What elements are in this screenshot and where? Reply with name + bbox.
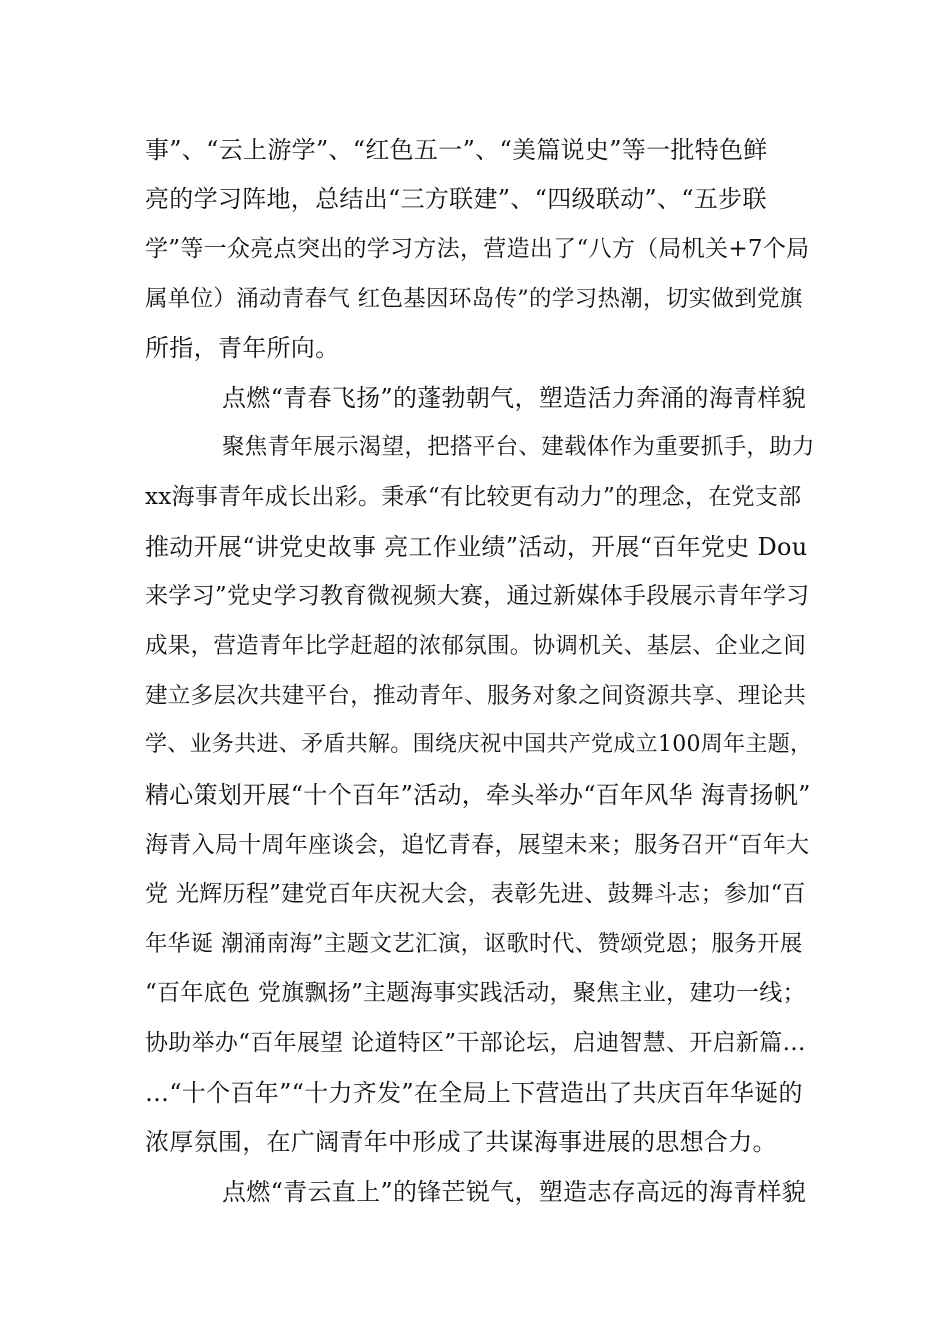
paragraph-line: 聚焦青年展示渴望，把搭平台、建载体作为重要抓手，助力 bbox=[222, 434, 815, 460]
paragraph-line: “百年底色 党旗飘扬”主题海事实践活动，聚焦主业，建功一线； bbox=[145, 980, 806, 1006]
paragraph-line: 建立多层次共建平台，推动青年、服务对象之间资源共享、理论共 bbox=[145, 683, 807, 709]
section-heading: 点燃“青春飞扬”的蓬勃朝气，塑造活力奔涌的海青样貌 bbox=[222, 384, 807, 412]
paragraph-line: 学、业务共进、矛盾共解。围绕庆祝中国共产党成立100周年主题， bbox=[145, 732, 813, 757]
paragraph-line: 来学习”党史学习教育微视频大赛，通过新媒体手段展示青年学习 bbox=[145, 583, 810, 609]
paragraph-line: 协助举办“百年展望 论道特区”干部论坛，启迪智慧、开启新篇… bbox=[145, 1030, 806, 1056]
paragraph-line: xx海事青年成长出彩。秉承“有比较更有动力”的理念，在党支部 bbox=[145, 484, 802, 510]
paragraph-line: 学”等一众亮点突出的学习方法，营造出了“八方（局机关+7个局 bbox=[145, 236, 810, 262]
paragraph-line: 浓厚氛围，在广阔青年中形成了共谋海事进展的思想合力。 bbox=[145, 1128, 777, 1156]
paragraph-line: 精心策划开展“十个百年”活动，牵头举办“百年风华 海青扬帆” bbox=[145, 781, 811, 809]
section-heading: 点燃“青云直上”的锋芒锐气，塑造志存高远的海青样貌 bbox=[222, 1178, 807, 1206]
paragraph-line: 亮的学习阵地，总结出“三方联建”、“四级联动”、“五步联 bbox=[145, 185, 767, 213]
paragraph-line: 属单位）涌动青春气 红色基因环岛传”的学习热潮，切实做到党旗 bbox=[145, 286, 803, 312]
paragraph-line: 海青入局十周年座谈会，追忆青春，展望未来；服务召开“百年大 bbox=[145, 832, 810, 858]
paragraph-line: 推动开展“讲党史故事 亮工作业绩”活动，开展“百年党史 Dou bbox=[145, 533, 808, 561]
paragraph-line: 党 光辉历程”建党百年庆祝大会，表彰先进、鼓舞斗志；参加“百 bbox=[145, 881, 806, 907]
paragraph-line: …“十个百年”“十力齐发”在全局上下营造出了共庆百年华诞的 bbox=[145, 1079, 803, 1107]
paragraph-line: 所指，青年所向。 bbox=[145, 334, 340, 362]
paragraph-line: 事”、“云上游学”、“红色五一”、“美篇说史”等一批特色鲜 bbox=[145, 136, 768, 164]
paragraph-line: 年华诞 潮涌南海”主题文艺汇演，讴歌时代、赞颂党恩；服务开展 bbox=[145, 931, 803, 957]
paragraph-line: 成果，营造青年比学赶超的浓郁氛围。协调机关、基层、企业之间 bbox=[145, 633, 807, 659]
